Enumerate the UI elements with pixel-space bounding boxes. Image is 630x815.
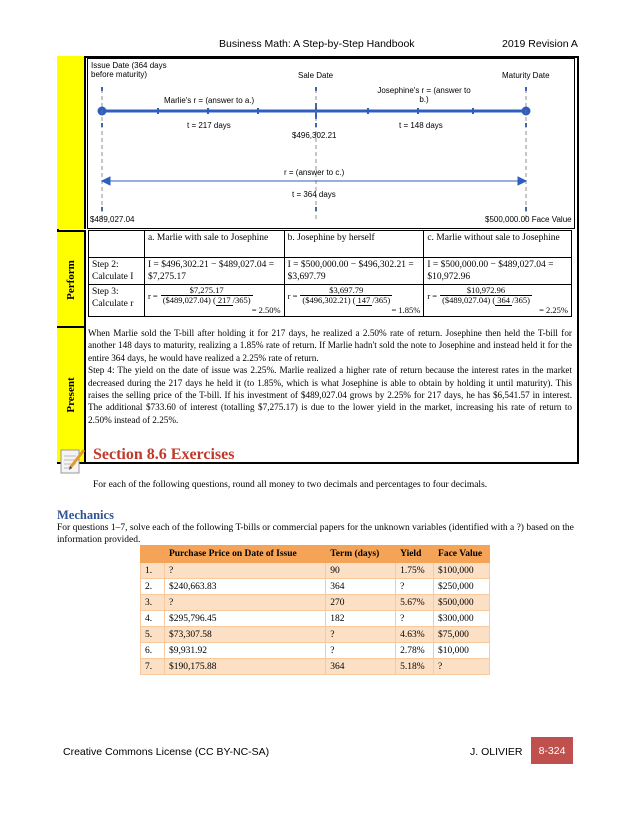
timeline-guides <box>102 89 526 219</box>
purchase-price: ? <box>164 563 325 579</box>
term: ? <box>326 627 396 643</box>
a-year-days: 365 <box>234 295 248 306</box>
row-number: 4. <box>141 611 165 627</box>
timeline-diagram <box>87 58 575 229</box>
c-denominator: ($489,027.04) <box>442 295 491 305</box>
a-days-fraction: ( 217 /365) <box>212 295 251 306</box>
present-side-bar <box>57 326 86 462</box>
c-year-days: 365 <box>514 295 528 306</box>
present-paragraph-2: Step 4: The yield on the date of issue was 2.25%. Marlie realized a higher rate of return because the interest rates in the market decreased during the 217 days he held it (to 1.85%, which is what Josephine is able to obtain by holding it until maturity). This raises the selling price of the T-bill. If his investment of $489,027.04 grows by 2.25% for 217 days, he has $6,541.57 in interest. The additional $733.60 of interest (totalling $7,275.17) is due to the lower yield in the market, increasing his rate of return to 2.50% instead of 2.25%. <box>88 365 572 425</box>
c-days-fraction: ( 364 /365) <box>492 295 530 306</box>
term: ? <box>326 643 396 659</box>
b-days-fraction: ( 147 /365) <box>352 295 391 306</box>
yield: 1.75% <box>396 563 434 579</box>
sale-date-label: Sale Date <box>298 71 334 80</box>
face-value: ? <box>434 659 490 675</box>
table-row <box>141 627 490 643</box>
term: 182 <box>326 611 396 627</box>
table-row <box>141 643 490 659</box>
yield: 5.18% <box>396 659 434 675</box>
c-r-eq: r = <box>427 290 438 301</box>
c-days: 364 <box>497 295 510 306</box>
table-row <box>141 563 490 579</box>
face-value: $250,000 <box>434 579 490 595</box>
step3-row <box>89 285 572 317</box>
a-r-eq: r = <box>147 290 158 301</box>
term: 364 <box>326 579 396 595</box>
purchase-price: $295,796.45 <box>164 611 325 627</box>
span-217-label: t = 217 days <box>187 121 231 130</box>
table-row <box>141 611 490 627</box>
b-step2-value: I = $500,000.00 − $496,302.21 = $3,697.79 <box>284 258 424 285</box>
step2-row <box>89 258 572 285</box>
section-intro: For each of the following questions, round all money to two decimals and percentages to four decimals. <box>93 480 488 490</box>
yield: ? <box>396 611 434 627</box>
a-step2-value: I = $496,302.21 − $489,027.04 = $7,275.17 <box>144 258 284 285</box>
row-number: 6. <box>141 643 165 659</box>
present-label: Present <box>64 377 77 413</box>
perform-table <box>88 230 572 317</box>
step2-label: Step 2: Calculate I <box>89 258 145 285</box>
yield: 2.78% <box>396 643 434 659</box>
span-148-label: t = 148 days <box>399 121 443 130</box>
issue-date-label: Issue Date (364 days before maturity) <box>91 61 167 79</box>
purchase-price: ? <box>164 595 325 611</box>
header-number <box>141 546 165 563</box>
row-number: 5. <box>141 627 165 643</box>
term: 364 <box>326 659 396 675</box>
rate-c-label: r = (answer to c.) <box>284 168 345 177</box>
table-row <box>141 579 490 595</box>
perform-header-row <box>89 231 572 258</box>
exercise-table <box>140 545 490 675</box>
table-row <box>141 595 490 611</box>
perform-corner-cell <box>89 231 145 258</box>
notepad-pencil-icon <box>58 446 86 476</box>
a-step3-formula <box>144 285 284 317</box>
c-numerator: $10,972.96 <box>440 286 532 296</box>
perform-label: Perform <box>64 259 77 300</box>
purchase-price: $240,663.83 <box>164 579 325 595</box>
c-result: = 2.25% <box>539 305 568 316</box>
b-r-eq: r = <box>287 290 298 301</box>
row-number: 7. <box>141 659 165 675</box>
start-value-label: $489,027.04 <box>90 215 135 224</box>
term: 90 <box>326 563 396 579</box>
mechanics-title: Mechanics <box>57 508 114 522</box>
b-step3-formula <box>284 285 424 317</box>
c-step2-value: I = $500,000.00 − $489,027.04 = $10,972.96 <box>424 258 572 285</box>
sale-value-label: $496,302.21 <box>292 131 337 140</box>
c-fraction <box>440 286 532 306</box>
header-purchase-price: Purchase Price on Date of Issue <box>164 546 325 563</box>
header-face-value: Face Value <box>434 546 490 563</box>
row-number: 3. <box>141 595 165 611</box>
b-year-days: 365 <box>374 295 388 306</box>
face-value: $10,000 <box>434 643 490 659</box>
b-result: = 1.85% <box>391 305 421 316</box>
a-result: = 2.50% <box>251 305 281 316</box>
span-arrow-364 <box>102 177 526 185</box>
table-row <box>141 659 490 675</box>
section-title: Section 8.6 Exercises <box>93 446 235 463</box>
page-number-badge <box>531 737 573 764</box>
col-b-header: b. Josephine by herself <box>284 231 424 258</box>
a-numerator: $7,275.17 <box>161 286 253 296</box>
page-number: 8-324 <box>538 744 566 757</box>
face-value: $500,000 <box>434 595 490 611</box>
c-step3-formula <box>424 285 572 317</box>
present-text <box>88 327 572 426</box>
header-yield: Yield <box>396 546 434 563</box>
step3-label: Step 3: Calculate r <box>89 285 145 317</box>
purchase-price: $73,307.58 <box>164 627 325 643</box>
b-denominator: ($496,302.21) <box>302 295 351 305</box>
yield: ? <box>396 579 434 595</box>
marlie-rate-label: Marlie's r = (answer to a.) <box>164 96 255 105</box>
b-numerator: $3,697.79 <box>300 286 392 296</box>
perform-side-bar <box>57 230 86 327</box>
understand-side-bar <box>57 56 86 229</box>
face-value: $100,000 <box>434 563 490 579</box>
col-a-header: a. Marlie with sale to Josephine <box>144 231 284 258</box>
face-value-label: $500,000.00 Face Value <box>485 215 572 224</box>
b-fraction <box>300 286 392 306</box>
yield: 5.67% <box>396 595 434 611</box>
yield: 4.63% <box>396 627 434 643</box>
josephine-rate-label: Josephine's r = (answer to b.) <box>377 86 471 104</box>
author-name: J. OLIVIER <box>470 746 523 758</box>
row-number: 1. <box>141 563 165 579</box>
a-days: 217 <box>217 295 231 306</box>
col-c-header: c. Marlie without sale to Josephine <box>424 231 572 258</box>
purchase-price: $9,931.92 <box>164 643 325 659</box>
header-term: Term (days) <box>326 546 396 563</box>
present-paragraph-1: When Marlie sold the T-bill after holding it for 217 days, he realized a 2.50% rate of return. Josephine then held the T-bill for another 148 days to maturity, realizing a 1.85% rate of return. If Marlie hadn't sold the note to Josephine and instead held it for the entire 364 days, he would have realized a 2.25% rate of return. <box>88 328 572 363</box>
face-value: $300,000 <box>434 611 490 627</box>
exercise-header-row <box>141 546 490 563</box>
b-days: 147 <box>357 295 371 306</box>
a-denominator: ($489,027.04) <box>162 295 211 305</box>
mechanics-intro: For questions 1–7, solve each of the following T-bills or commercial papers for the unknown variables (identified with a ?) based on the information provided. <box>57 523 574 545</box>
book-title: Business Math: A Step-by-Step Handbook <box>219 38 415 50</box>
license-text: Creative Commons License (CC BY-NC-SA) <box>63 746 270 758</box>
a-fraction <box>161 286 253 306</box>
face-value: $75,000 <box>434 627 490 643</box>
maturity-date-label: Maturity Date <box>502 71 550 80</box>
timeline-graphic <box>88 59 574 228</box>
purchase-price: $190,175.88 <box>164 659 325 675</box>
revision-label: 2019 Revision A <box>502 38 578 50</box>
span-364-label: t = 364 days <box>292 190 336 199</box>
term: 270 <box>326 595 396 611</box>
row-number: 2. <box>141 579 165 595</box>
